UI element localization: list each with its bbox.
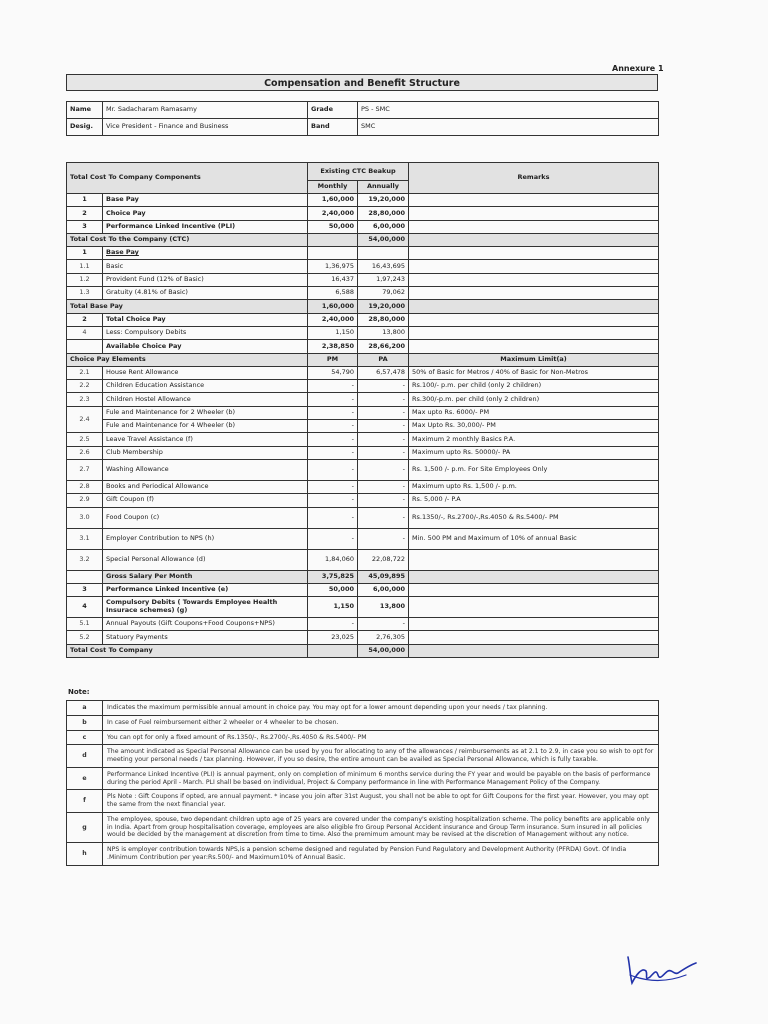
desig-label: Desig. — [67, 119, 103, 136]
component-label: Washing Allowance — [103, 459, 308, 480]
component-label: Base Pay — [103, 194, 308, 207]
monthly-value: 1,150 — [308, 326, 358, 339]
total-label: Total Cost To the Company (CTC) — [67, 233, 308, 246]
component-label: Food Coupon (c) — [103, 507, 308, 528]
row-number: 2.6 — [67, 446, 103, 459]
monthly-value: 54,790 — [308, 366, 358, 379]
table-row — [67, 233, 659, 246]
monthly-value — [308, 233, 358, 246]
row-number: 2.8 — [67, 480, 103, 493]
monthly-header: Monthly — [308, 181, 358, 194]
row-number: 1.3 — [67, 287, 103, 300]
total-label: Total Cost To Company — [67, 644, 308, 657]
employee-grade: PS - SMC — [358, 102, 659, 119]
remarks-cell — [409, 207, 659, 220]
row-number: 5.2 — [67, 631, 103, 644]
monthly-value: - — [308, 507, 358, 528]
total-label: Total Base Pay — [67, 300, 308, 313]
row-number: 3.0 — [67, 507, 103, 528]
component-label: Club Membership — [103, 446, 308, 459]
annually-header: Annually — [358, 181, 409, 194]
row-number — [67, 340, 103, 353]
row-number: 1.2 — [67, 273, 103, 286]
monthly-value: - — [308, 618, 358, 631]
table-row — [67, 631, 659, 644]
annual-value: 13,800 — [358, 326, 409, 339]
note-row — [67, 730, 659, 745]
note-row — [67, 767, 659, 790]
note-row — [67, 701, 659, 716]
monthly-value — [308, 247, 358, 260]
ctc-table — [66, 162, 659, 658]
component-label: Less: Compulsory Debits — [103, 326, 308, 339]
remarks-cell — [409, 644, 659, 657]
remarks-cell — [409, 260, 659, 273]
remarks-cell — [409, 583, 659, 596]
annexure-label: Annexure 1 — [612, 64, 664, 73]
remarks-cell — [409, 631, 659, 644]
monthly-value: 2,40,000 — [308, 207, 358, 220]
remarks-cell: Maximum upto Rs. 50000/- PA — [409, 446, 659, 459]
note-key: a — [67, 701, 103, 716]
monthly-value: - — [308, 480, 358, 493]
component-label: Gratuity (4.81% of Basic) — [103, 287, 308, 300]
band-label: Band — [308, 119, 358, 136]
remarks-cell — [409, 340, 659, 353]
row-number: 2.7 — [67, 459, 103, 480]
monthly-value: 23,025 — [308, 631, 358, 644]
note-text: You can opt for only a fixed amount of Rs.1350/-, Rs.2700/-,Rs.4050 & Rs.5400/- PM — [103, 730, 659, 745]
annual-value: 6,00,000 — [358, 583, 409, 596]
annual-value: - — [358, 480, 409, 493]
component-label: Gift Coupon (f) — [103, 494, 308, 507]
annual-value: 6,57,478 — [358, 366, 409, 379]
table-row — [67, 247, 659, 260]
signature — [620, 945, 700, 990]
note-row — [67, 843, 659, 866]
monthly-value: 2,38,850 — [308, 340, 358, 353]
annual-value: - — [358, 420, 409, 433]
annual-value: 54,00,000 — [358, 233, 409, 246]
monthly-value: - — [308, 380, 358, 393]
component-label: Available Choice Pay — [103, 340, 308, 353]
components-header: Total Cost To Company Components — [67, 163, 308, 194]
monthly-value: 2,40,000 — [308, 313, 358, 326]
component-label: Statuory Payments — [103, 631, 308, 644]
monthly-value — [308, 644, 358, 657]
note-text: Pls Note : Gift Coupons if opted, are annual payment. * incase you join after 31st August, you shall not be able to opt for Gift Coupons for the first year. However, you may opt the same from the next financial year. — [103, 790, 659, 813]
row-number: 2 — [67, 207, 103, 220]
annual-value: - — [358, 406, 409, 419]
annual-value: 79,062 — [358, 287, 409, 300]
table-row — [67, 393, 659, 406]
remarks-cell: Rs. 1,500 /- p.m. For Site Employees Only — [409, 459, 659, 480]
annual-value: 13,800 — [358, 597, 409, 618]
table-row — [67, 597, 659, 618]
table-row — [67, 366, 659, 379]
note-label: Note: — [68, 688, 90, 696]
monthly-value: 50,000 — [308, 583, 358, 596]
row-number — [67, 570, 103, 583]
monthly-value: - — [308, 393, 358, 406]
annual-value: 22,08,722 — [358, 549, 409, 570]
table-row — [67, 260, 659, 273]
monthly-value: 6,588 — [308, 287, 358, 300]
table-row — [67, 480, 659, 493]
note-text: Performance Linked Incentive (PLI) is annual payment, only on completion of minimum 6 months service during the FY year and would be payable on the basis of performance during the period April - March. PLI shall be based on individual, Project & Company performance in line with Performance Management Policy of the Company. — [103, 767, 659, 790]
annual-value: 45,09,895 — [358, 570, 409, 583]
monthly-value: 1,84,060 — [308, 549, 358, 570]
table-row — [67, 353, 659, 366]
annual-value: 28,80,000 — [358, 313, 409, 326]
employee-info-table — [66, 101, 659, 136]
component-label: Base Pay — [103, 247, 308, 260]
annual-value: - — [358, 433, 409, 446]
table-row — [67, 583, 659, 596]
monthly-value: 1,60,000 — [308, 300, 358, 313]
note-key: d — [67, 745, 103, 768]
table-row — [67, 644, 659, 657]
annual-value: 19,20,000 — [358, 194, 409, 207]
note-row — [67, 745, 659, 768]
component-label: Provident Fund (12% of Basic) — [103, 273, 308, 286]
component-label: Performance Linked Incentive (PLI) — [103, 220, 308, 233]
monthly-value: - — [308, 446, 358, 459]
table-row — [67, 570, 659, 583]
existing-ctc-header: Existing CTC Beakup — [308, 163, 409, 181]
note-text: The amount indicated as Special Personal Allowance can be used by you for allocating to any of the allowances / reimbursements as at 2.1 to 2.9, in case you so wish to opt for meeting your personal needs / tax planning. However, if you so desire, the entire amount can be availed as Special Personal Allowance, which is fully taxable. — [103, 745, 659, 768]
component-label: House Rent Allowance — [103, 366, 308, 379]
annual-value: 28,66,200 — [358, 340, 409, 353]
annual-value: - — [358, 446, 409, 459]
monthly-value: 1,36,975 — [308, 260, 358, 273]
row-number: 3.1 — [67, 528, 103, 549]
employee-name: Mr. Sadacharam Ramasamy — [103, 102, 308, 119]
remarks-cell: Rs.1350/-, Rs.2700/-,Rs.4050 & Rs.5400/- PM — [409, 507, 659, 528]
remarks-cell — [409, 287, 659, 300]
row-number: 2 — [67, 313, 103, 326]
remarks-cell — [409, 247, 659, 260]
remarks-cell: Rs. 5,000 /- P.A — [409, 494, 659, 507]
row-number: 3 — [67, 220, 103, 233]
annual-value: 54,00,000 — [358, 644, 409, 657]
table-row — [67, 273, 659, 286]
monthly-value: 3,75,825 — [308, 570, 358, 583]
remarks-cell — [409, 549, 659, 570]
remarks-cell: Rs.100/- p.m. per child (only 2 children) — [409, 380, 659, 393]
annual-value — [358, 247, 409, 260]
remarks-cell: Maximum upto Rs. 1,500 /- p.m. — [409, 480, 659, 493]
remarks-cell — [409, 300, 659, 313]
table-row — [67, 549, 659, 570]
table-row — [67, 287, 659, 300]
component-label: Gross Salary Per Month — [103, 570, 308, 583]
note-text: In case of Fuel reimbursement either 2 wheeler or 4 wheeler to be chosen. — [103, 715, 659, 730]
row-number: 1 — [67, 194, 103, 207]
section-header: Choice Pay Elements — [67, 353, 308, 366]
notes-table — [66, 700, 659, 866]
annual-value: - — [358, 393, 409, 406]
row-number: 4 — [67, 326, 103, 339]
remarks-cell — [409, 570, 659, 583]
remarks-cell — [409, 233, 659, 246]
note-key: b — [67, 715, 103, 730]
pa-header: PA — [358, 353, 409, 366]
row-number: 1.1 — [67, 260, 103, 273]
annual-value: 16,43,695 — [358, 260, 409, 273]
remarks-cell — [409, 618, 659, 631]
max-limit-header: Maximum Limit(a) — [409, 353, 659, 366]
table-row — [67, 313, 659, 326]
remarks-cell — [409, 194, 659, 207]
table-row — [67, 420, 659, 433]
monthly-value: - — [308, 528, 358, 549]
component-label: Fule and Maintenance for 4 Wheeler (b) — [103, 420, 308, 433]
component-label: Employer Contribution to NPS (h) — [103, 528, 308, 549]
component-label: Total Choice Pay — [103, 313, 308, 326]
note-row — [67, 812, 659, 842]
monthly-value: - — [308, 406, 358, 419]
annual-value: 28,80,000 — [358, 207, 409, 220]
table-row — [67, 446, 659, 459]
remarks-cell: Maximum 2 monthly Basics P.A. — [409, 433, 659, 446]
name-label: Name — [67, 102, 103, 119]
note-text: The employee, spouse, two dependant children upto age of 25 years are covered under the company's existing hospitalization scheme. The policy benefits are applicable only in India. Apart from group hospitalisation coverage, employees are also eligible fro Group Personal Accident insurance and Group Term insurance. Sum insured in all policies would be decided by the management at discretion from time to time. Also the premimum amount may be revised at the discretion of Management without any notice. — [103, 812, 659, 842]
annual-value: - — [358, 507, 409, 528]
remarks-cell: Max Upto Rs. 30,000/- PM — [409, 420, 659, 433]
annual-value: - — [358, 380, 409, 393]
table-row — [67, 194, 659, 207]
component-label: Basic — [103, 260, 308, 273]
monthly-value: - — [308, 433, 358, 446]
table-row — [67, 459, 659, 480]
remarks-cell — [409, 273, 659, 286]
annual-value: - — [358, 528, 409, 549]
row-number: 2.5 — [67, 433, 103, 446]
note-row — [67, 715, 659, 730]
employee-band: SMC — [358, 119, 659, 136]
annual-value: 2,76,305 — [358, 631, 409, 644]
annual-value: 1,97,243 — [358, 273, 409, 286]
remarks-header: Remarks — [409, 163, 659, 194]
annual-value: 19,20,000 — [358, 300, 409, 313]
note-key: f — [67, 790, 103, 813]
table-row — [67, 220, 659, 233]
employee-designation: Vice President - Finance and Business — [103, 119, 308, 136]
table-row — [67, 528, 659, 549]
row-number: 1 — [67, 247, 103, 260]
monthly-value: 1,150 — [308, 597, 358, 618]
monthly-value: - — [308, 494, 358, 507]
row-number: 3 — [67, 583, 103, 596]
table-row — [67, 207, 659, 220]
table-row — [67, 340, 659, 353]
remarks-cell — [409, 326, 659, 339]
annual-value: - — [358, 618, 409, 631]
note-key: c — [67, 730, 103, 745]
note-text: NPS is employer contribution towards NPS,is a pension scheme designed and regulated by Pension Fund Regulatory and Development Authority (PFRDA) Govt. Of India .Minimum Contribution per year:Rs.500/- and Maximum10% of Annual Basic. — [103, 843, 659, 866]
table-row — [67, 618, 659, 631]
remarks-cell — [409, 313, 659, 326]
monthly-value: - — [308, 459, 358, 480]
note-text: Indicates the maximum permissible annual amount in choice pay. You may opt for a lower amount depending upon your needs / tax planning. — [103, 701, 659, 716]
page-title: Compensation and Benefit Structure — [66, 74, 658, 91]
monthly-value: 16,437 — [308, 273, 358, 286]
row-number: 4 — [67, 597, 103, 618]
monthly-value: - — [308, 420, 358, 433]
table-row — [67, 380, 659, 393]
row-number: 5.1 — [67, 618, 103, 631]
component-label: Annual Payouts (Gift Coupons+Food Coupons+NPS) — [103, 618, 308, 631]
row-number: 2.1 — [67, 366, 103, 379]
remarks-cell: Rs.300/-p.m. per child (only 2 children) — [409, 393, 659, 406]
monthly-value: 50,000 — [308, 220, 358, 233]
remarks-cell: 50% of Basic for Metros / 40% of Basic for Non-Metros — [409, 366, 659, 379]
component-label: Fule and Maintenance for 2 Wheeler (b) — [103, 406, 308, 419]
row-number: 2.9 — [67, 494, 103, 507]
note-key: h — [67, 843, 103, 866]
component-label: Children Education Assistance — [103, 380, 308, 393]
remarks-cell: Max upto Rs. 6000/- PM — [409, 406, 659, 419]
component-label: Special Personal Allowance (d) — [103, 549, 308, 570]
table-row — [67, 326, 659, 339]
component-label: Performance Linked Incentive (e) — [103, 583, 308, 596]
component-label: Children Hostel Allowance — [103, 393, 308, 406]
note-key: g — [67, 812, 103, 842]
table-row — [67, 433, 659, 446]
monthly-value: 1,60,000 — [308, 194, 358, 207]
table-row — [67, 300, 659, 313]
remarks-cell: Min. 500 PM and Maximum of 10% of annual Basic — [409, 528, 659, 549]
table-row — [67, 507, 659, 528]
annual-value: 6,00,000 — [358, 220, 409, 233]
note-row — [67, 790, 659, 813]
component-label: Leave Travel Assistance (f) — [103, 433, 308, 446]
grade-label: Grade — [308, 102, 358, 119]
annual-value: - — [358, 494, 409, 507]
table-row — [67, 494, 659, 507]
remarks-cell — [409, 597, 659, 618]
row-number: 2.2 — [67, 380, 103, 393]
row-number: 2.3 — [67, 393, 103, 406]
table-row — [67, 406, 659, 419]
component-label: Compulsory Debits ( Towards Employee Health Insurace schemes) (g) — [103, 597, 308, 618]
note-key: e — [67, 767, 103, 790]
component-label: Choice Pay — [103, 207, 308, 220]
row-number: 3.2 — [67, 549, 103, 570]
remarks-cell — [409, 220, 659, 233]
row-number: 2.4 — [67, 406, 103, 433]
annual-value: - — [358, 459, 409, 480]
component-label: Books and Periodical Allowance — [103, 480, 308, 493]
pm-header: PM — [308, 353, 358, 366]
